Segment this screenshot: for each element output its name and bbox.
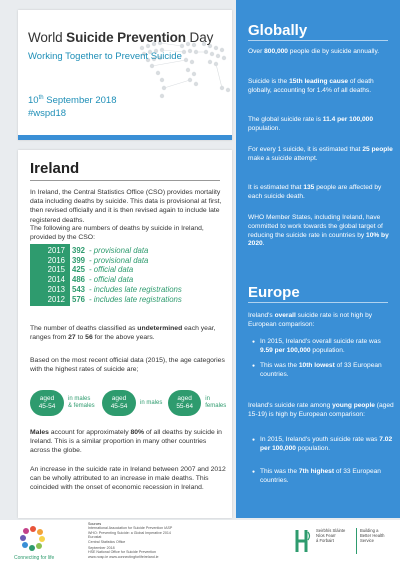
stat-row: 2013 543 - includes late registrations bbox=[47, 284, 182, 294]
ireland-stats-lead: The following are numbers of deaths by suicide in Ireland, provided by the CSO: bbox=[30, 225, 204, 242]
source-item: International Association for Suicide Prevention IASP bbox=[88, 526, 173, 531]
europe-divider bbox=[248, 302, 388, 303]
age-pill-label: in males bbox=[140, 399, 163, 406]
europe-heading: Europe bbox=[248, 284, 300, 301]
europe-bullet: ● In 2015, Ireland's youth suicide rate was 7.02 per 100,000 population. bbox=[252, 436, 394, 454]
europe-bullet: ● This was the 10th lowest of 33 European countries. bbox=[252, 362, 394, 380]
connecting-for-life-logo bbox=[18, 524, 48, 552]
page-subtitle: Working Together to Prevent Suicide bbox=[28, 51, 182, 62]
global-fact: It is estimated that 135 people are affected by each suicide death. bbox=[248, 184, 382, 200]
header-card bbox=[18, 10, 232, 140]
age-pill-label: in males & females bbox=[68, 396, 95, 409]
stat-row: 2012 576 - includes late registrations bbox=[47, 294, 182, 304]
global-fact: WHO Member States, including Ireland, have committed to work towards the global target of reducing the suicide rate in countries by 10% by 2020. bbox=[248, 214, 389, 248]
age-group-1 bbox=[30, 390, 95, 416]
ireland-panel bbox=[18, 150, 232, 518]
ireland-heading: Ireland bbox=[30, 160, 80, 177]
age-pill-label: in females bbox=[205, 396, 227, 409]
age-pill: aged 45-54 bbox=[30, 390, 64, 416]
males-text: Males account for approximately 80% of all deaths by suicide in Ireland. This is a similar proportion in many other countries across the globe. bbox=[30, 429, 222, 455]
undetermined-text: The number of deaths classified as undetermined each year, ranges from 27 to 56 for the above years. bbox=[30, 325, 216, 342]
footer bbox=[0, 520, 400, 566]
event-date: 10th September 2018 bbox=[28, 95, 117, 107]
footer-date: September 2018 bbox=[88, 546, 115, 551]
logo-caption: Connecting for life bbox=[14, 555, 55, 561]
age-lead: Based on the most recent official data (2015), the age categories with the highest rates of suicide are; bbox=[30, 357, 225, 374]
europe-bullet: ● This was the 7th highest of 33 European countries. bbox=[252, 468, 394, 486]
stat-row: 2016 399 - provisional data bbox=[47, 255, 149, 265]
globally-divider bbox=[248, 40, 388, 41]
globally-europe-panel bbox=[236, 0, 400, 518]
global-fact: Suicide is the 15th leading cause of death globally, accounting for 1.4% of all deaths. bbox=[248, 78, 374, 94]
footer-office: HSE National Office for Suicide Prevention bbox=[88, 550, 157, 555]
page-title: World Suicide Prevention Day bbox=[28, 30, 214, 45]
stat-row: 2015 425 - official data bbox=[47, 265, 134, 275]
header-accent-strip bbox=[18, 135, 232, 140]
europe-fact: Ireland's overall suicide rate is not high by European comparison: bbox=[248, 312, 373, 328]
globally-heading: Globally bbox=[248, 22, 308, 39]
source-item: WHO: Preventing Suicide: a Global Imperative 2014 bbox=[88, 530, 171, 535]
footer-web-links[interactable]: www.nosp.ie www.connectingforlifeireland.ie bbox=[88, 554, 159, 559]
ireland-intro: In Ireland, the Central Statistics Office (CSO) provides mortality data including deaths by suicide. This data is provisional at first, then revised officially and it is then revised again to include late registered deaths. bbox=[30, 189, 222, 224]
increase-text: An increase in the suicide rate in Ireland between 2007 and 2012 can be wholly attributed to an increase in male deaths. This coincided with the onset of economic recession in Ireland. bbox=[30, 466, 226, 492]
hashtag: #wspd18 bbox=[28, 108, 67, 119]
hse-logo bbox=[294, 528, 312, 554]
global-fact: The global suicide rate is 11.4 per 100,000 population. bbox=[248, 116, 374, 132]
hse-irish-text: Seirbhís Sláinte Níos Fearr á Forbairt bbox=[316, 528, 346, 544]
global-fact: For every 1 suicide, it is estimated that 25 people make a suicide attempt. bbox=[248, 146, 393, 162]
age-group-3 bbox=[168, 390, 232, 416]
europe-bullet: ● In 2015, Ireland's overall suicide rate was 9.59 per 100,000 population. bbox=[252, 338, 394, 356]
source-item: Eurostat bbox=[88, 535, 102, 540]
global-fact: Over 800,000 people die by suicide annually. bbox=[248, 48, 380, 55]
source-item: Central Statistics Office bbox=[88, 539, 126, 544]
ireland-divider bbox=[30, 180, 220, 181]
stat-row: 2014 486 - official data bbox=[47, 275, 134, 285]
stat-row: 2017 392 - provisional data bbox=[47, 246, 149, 255]
europe-fact: Ireland's suicide rate among young people (aged 15-19) is high by European comparison: bbox=[248, 402, 394, 418]
sources-block bbox=[88, 522, 218, 559]
sources-title: Sources bbox=[88, 522, 102, 526]
age-pill: aged 45-54 bbox=[102, 390, 136, 416]
hse-divider bbox=[356, 528, 357, 554]
hse-english-text: Building a Better Health Service bbox=[360, 528, 385, 544]
age-group-2 bbox=[102, 390, 162, 416]
deaths-stats-list bbox=[32, 246, 222, 304]
age-pill: aged 55-64 bbox=[168, 390, 201, 416]
